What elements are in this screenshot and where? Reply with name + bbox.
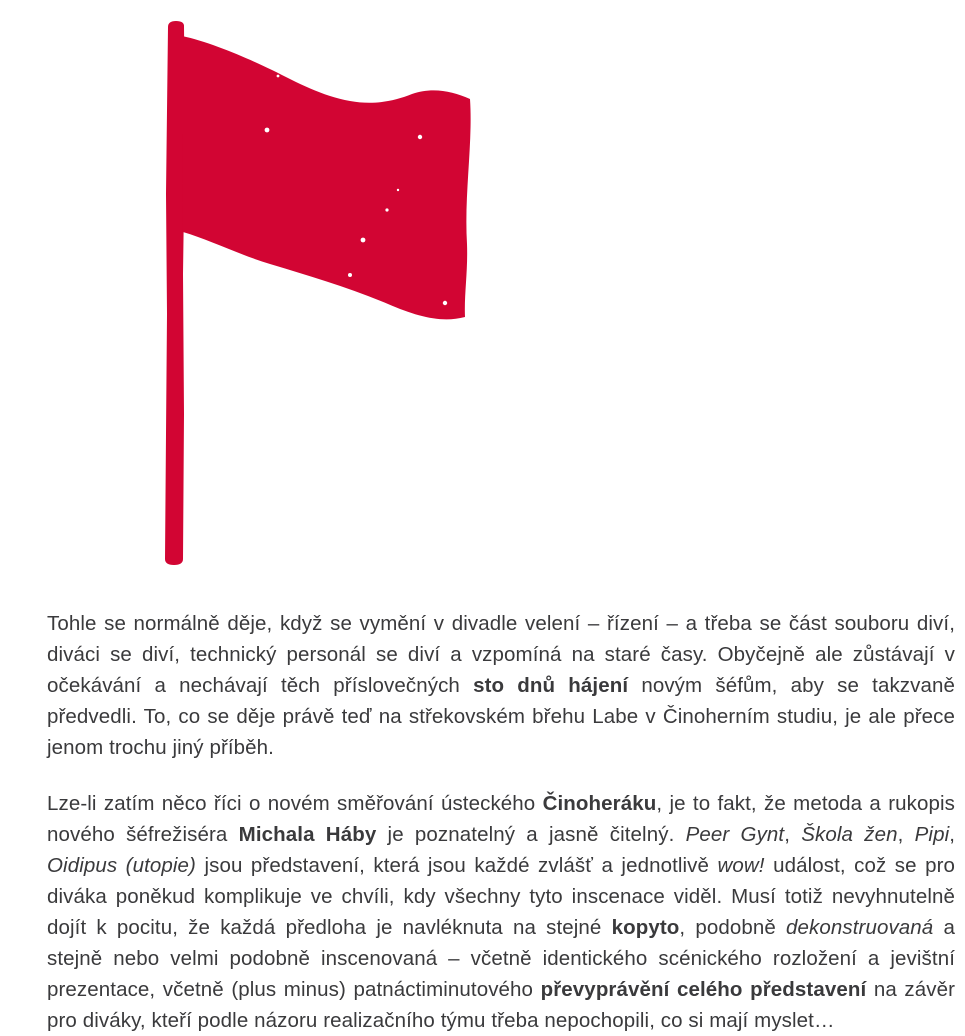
article-body bbox=[47, 608, 955, 1036]
emphasis-italic: Pipi bbox=[914, 823, 950, 846]
flag-cloth bbox=[182, 36, 471, 319]
text-run: je poznatelný a jasně čitelný. bbox=[376, 823, 686, 846]
emphasis-bold: Činoheráku bbox=[542, 792, 657, 815]
emphasis-bold: sto dnů hájení bbox=[473, 674, 629, 697]
text-run: , bbox=[949, 823, 956, 846]
emphasis-bold: Michala Háby bbox=[238, 823, 377, 846]
emphasis-italic: Oidipus (utopie) bbox=[47, 854, 196, 877]
emphasis-italic: Škola žen bbox=[801, 823, 898, 846]
text-run: , bbox=[784, 823, 802, 846]
article-paragraph bbox=[47, 788, 955, 1036]
emphasis-bold: převyprávění celého představení bbox=[540, 978, 867, 1001]
red-flag-svg bbox=[150, 14, 480, 574]
text-run: Lze-li zatím něco říci o novém směřování ústeckého bbox=[47, 792, 543, 815]
emphasis-bold: kopyto bbox=[611, 916, 680, 939]
text-run: , podobně bbox=[679, 916, 787, 939]
text-run: událost, což se pro diváka poněkud komplikuje ve chvíli, kdy všechny tyto inscenace viděl. Musí totiž nevyhnutelně dojít k pocitu, že každá předloha je navléknuta na stejné bbox=[47, 854, 956, 939]
text-run: jsou představení, která jsou každé zvlášť a jednotlivě bbox=[195, 854, 718, 877]
emphasis-italic: dekonstruovaná bbox=[786, 916, 934, 939]
red-flag-illustration bbox=[150, 14, 480, 574]
emphasis-italic: wow! bbox=[717, 854, 765, 877]
text-run: , bbox=[897, 823, 915, 846]
text-run: , je to fakt, že metoda a rukopis nového šéfrežiséra bbox=[47, 792, 955, 846]
emphasis-italic: Peer Gynt bbox=[685, 823, 785, 846]
text-run: Tohle se normálně děje, když se vymění v divadle velení – řízení – a třeba se část souboru diví, diváci se diví, technický personál se diví a vzpomíná na staré časy. Obyčejně ale zůstávají v očekávání a nechávají těch příslovečných bbox=[47, 612, 955, 697]
text-run: a stejně nebo velmi podobně inscenovaná – včetně identického scénického rozložení a jevištní prezentace, včetně (plus minus) patnáctiminutového bbox=[47, 916, 955, 1001]
text-run: novým šéfům, aby se takzvaně předvedli. To, co se děje právě teď na střekovském břehu Labe v Činoherním studiu, je ale přece jenom trochu jiný příběh. bbox=[47, 674, 955, 759]
article-paragraph bbox=[47, 608, 955, 763]
text-run: na závěr pro diváky, kteří podle názoru realizačního týmu třeba nepochopili, co si mají myslet… bbox=[47, 978, 955, 1032]
